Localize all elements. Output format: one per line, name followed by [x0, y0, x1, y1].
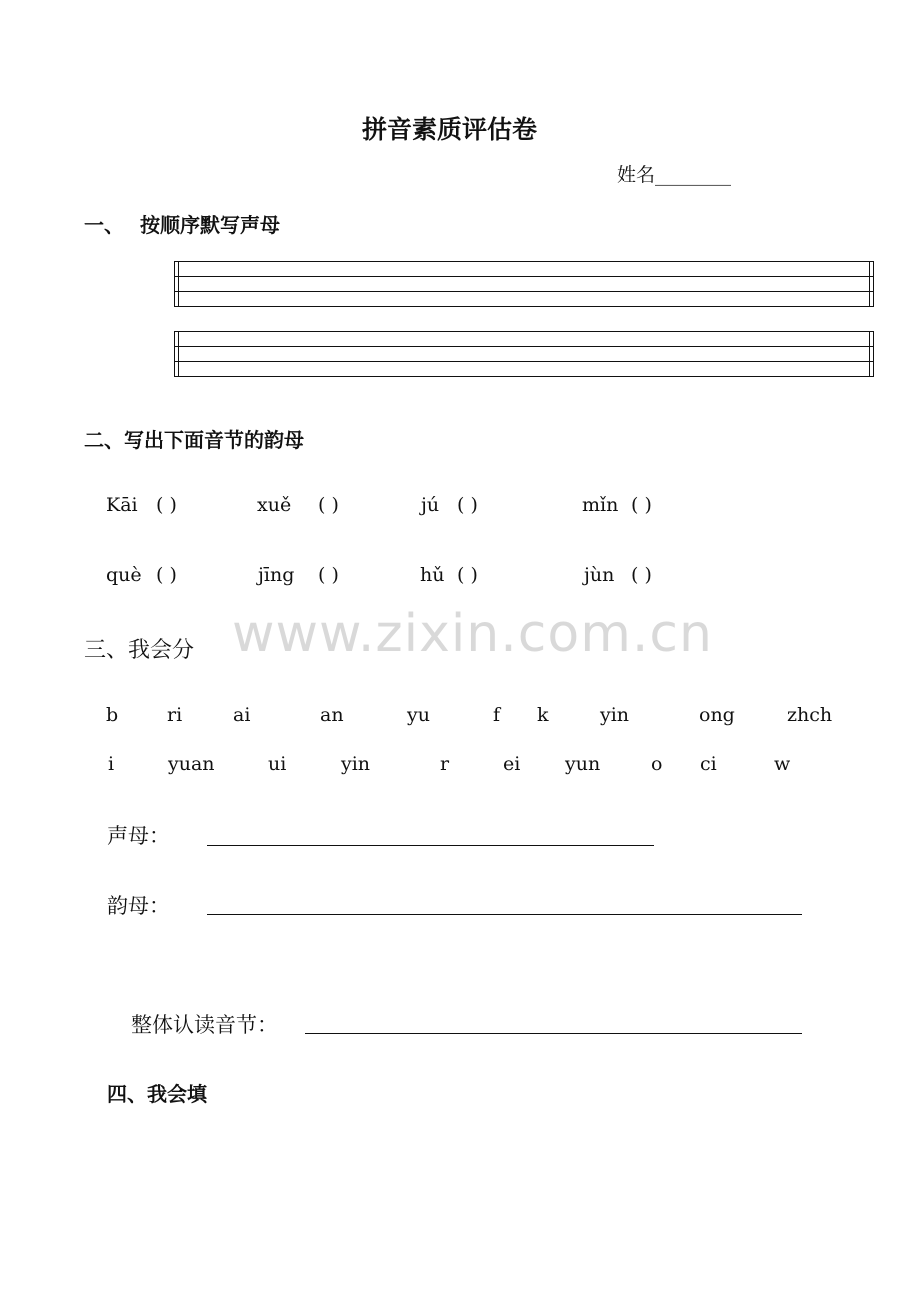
section4-heading: 四、我会填 — [107, 1082, 207, 1106]
syllable-item: mǐn — [582, 494, 619, 516]
page-title: 拼音素质评估卷 — [362, 115, 538, 144]
syllable-item: hǔ — [420, 564, 445, 586]
syllable-item: jú — [421, 494, 440, 516]
pinyin-item: o — [651, 753, 663, 775]
syllable-item: jīng — [258, 564, 295, 586]
pinyin-item: i — [108, 753, 115, 775]
answer-parentheses[interactable]: ( ) — [156, 564, 177, 586]
section3-heading: 三、我会分 — [84, 638, 195, 663]
name-label: 姓名 — [617, 164, 656, 186]
zhengti-answer-line[interactable] — [305, 1033, 802, 1034]
pinyin-item: yin — [341, 753, 371, 775]
pinyin-item: ong — [699, 704, 735, 726]
answer-parentheses[interactable]: ( ) — [631, 564, 652, 586]
answer-parentheses[interactable]: ( ) — [156, 494, 177, 516]
answer-parentheses[interactable]: ( ) — [457, 564, 478, 586]
pinyin-item: yuan — [168, 753, 215, 775]
shengmu-label: 声母： — [107, 824, 170, 848]
name-field[interactable] — [617, 160, 731, 187]
answer-parentheses[interactable]: ( ) — [318, 564, 339, 586]
pinyin-item: ai — [233, 704, 251, 726]
pinyin-item: r — [440, 753, 450, 775]
answer-parentheses[interactable]: ( ) — [318, 494, 339, 516]
answer-parentheses[interactable]: ( ) — [457, 494, 478, 516]
zhengti-label: 整体认读音节： — [131, 1013, 278, 1037]
pinyin-item: zhch — [787, 704, 833, 726]
pinyin-item: ri — [167, 704, 183, 726]
pinyin-item: an — [320, 704, 344, 726]
pinyin-item: w — [774, 753, 791, 775]
pinyin-writing-grid-2[interactable] — [174, 331, 874, 377]
yunmu-answer-line[interactable] — [207, 914, 802, 915]
pinyin-item: yin — [600, 704, 630, 726]
answer-parentheses[interactable]: ( ) — [631, 494, 652, 516]
pinyin-item: yun — [565, 753, 601, 775]
syllable-item: Kāi — [106, 494, 138, 516]
name-blank[interactable]: ________ — [655, 164, 732, 186]
pinyin-item: f — [493, 704, 501, 726]
syllable-item: xuě — [257, 494, 292, 516]
watermark: www.zixin.com.cn — [232, 604, 713, 664]
pinyin-item: ci — [700, 753, 717, 775]
pinyin-item: yu — [407, 704, 430, 726]
shengmu-answer-line[interactable] — [207, 845, 654, 846]
pinyin-writing-grid-1[interactable] — [174, 261, 874, 307]
pinyin-item: k — [537, 704, 549, 726]
pinyin-item: ei — [503, 753, 521, 775]
section2-heading: 二、写出下面音节的韵母 — [84, 428, 304, 452]
yunmu-label: 韵母： — [107, 894, 170, 918]
syllable-item: jùn — [584, 564, 615, 586]
pinyin-item: ui — [268, 753, 287, 775]
syllable-item: què — [106, 564, 142, 586]
section1-number: 一、 — [84, 213, 124, 237]
section1-heading: 按顺序默写声母 — [140, 213, 280, 237]
pinyin-item: b — [106, 704, 119, 726]
